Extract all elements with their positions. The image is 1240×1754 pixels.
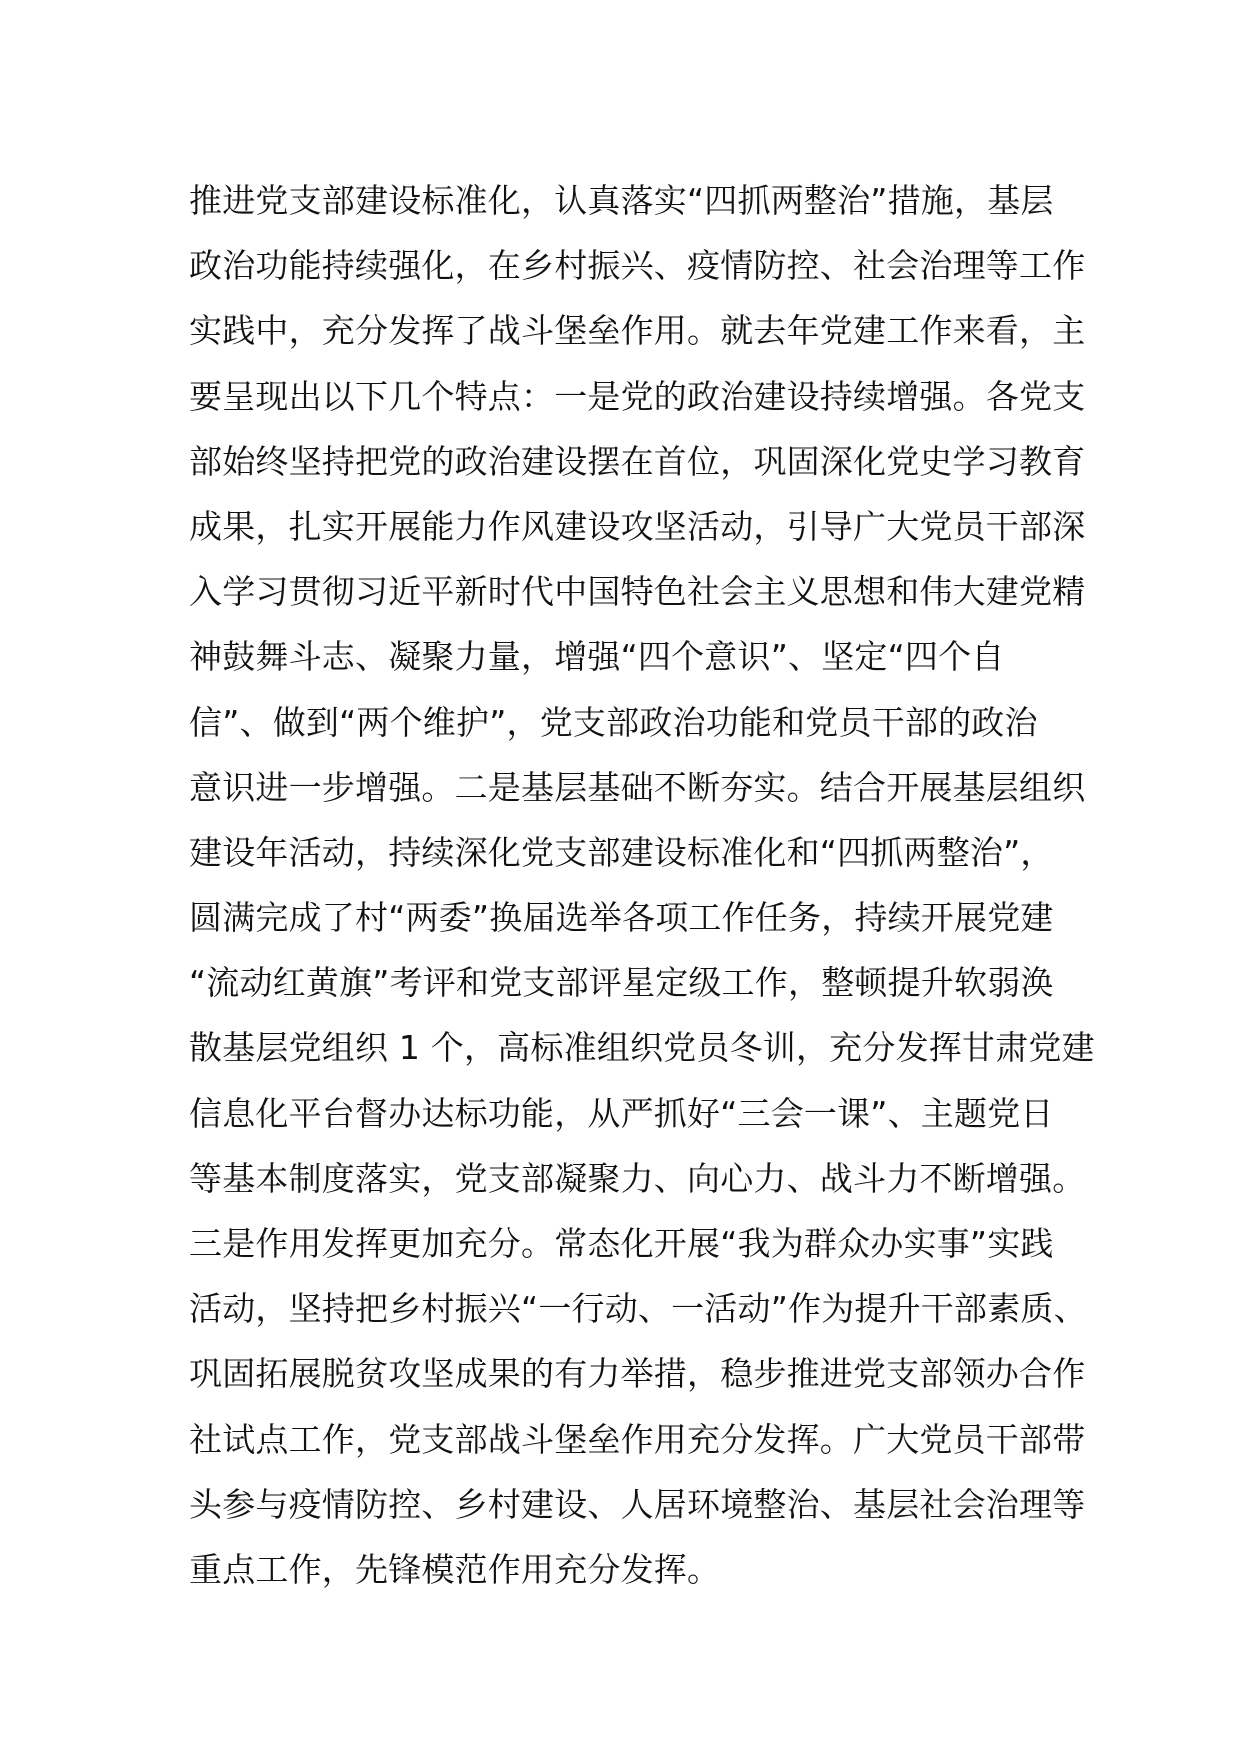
text-line: 散基层党组织 1 个，高标准组织党员冬训，充分发挥甘肃党建 [189,1028,1095,1068]
text-line: 社试点工作，党支部战斗堡垒作用充分发挥。广大党员干部带 [189,1419,1086,1459]
text-line: 入学习贯彻习近平新时代中国特色社会主义思想和伟大建党精 [189,572,1086,612]
text-line: 三是作用发挥更加充分。常态化开展“我为群众办实事”实践 [189,1224,1054,1263]
text-line: “流动红黄旗”考评和党支部评星定级工作，整顿提升软弱涣 [189,963,1054,1003]
text-line: 信”、做到“两个维护”，党支部政治功能和党员干部的政治 [189,702,1038,742]
text-line: 活动，坚持把乡村振兴“一行动、一活动”作为提升干部素质、 [189,1289,1087,1329]
text-line: 神鼓舞斗志、凝聚力量，增强“四个意识”、坚定“四个自 [189,637,1005,677]
text-line: 信息化平台督办达标功能，从严抓好“三会一课”、主题党日 [189,1093,1054,1133]
text-line: 要呈现出以下几个特点：一是党的政治建设持续增强。各党支 [189,376,1086,416]
text-line: 圆满完成了村“两委”换届选举各项工作任务，持续开展党建 [189,898,1054,938]
body-paragraph [189,168,1095,1602]
text-line: 等基本制度落实，党支部凝聚力、向心力、战斗力不断增强。 [189,1158,1086,1198]
text-line: 重点工作，先锋模范作用充分发挥。 [189,1549,721,1589]
text-line: 政治功能持续强化，在乡村振兴、疫情防控、社会治理等工作 [189,246,1086,286]
text-line: 部始终坚持把党的政治建设摆在首位，巩固深化党史学习教育 [189,441,1086,481]
text-line: 建设年活动，持续深化党支部建设标准化和“四抓两整治”， [189,832,1054,872]
text-line: 巩固拓展脱贫攻坚成果的有力举措，稳步推进党支部领办合作 [189,1354,1086,1394]
text-line: 成果，扎实开展能力作风建设攻坚活动，引导广大党员干部深 [189,506,1086,546]
text-line: 头参与疫情防控、乡村建设、人居环境整治、基层社会治理等 [189,1484,1086,1524]
text-line: 推进党支部建设标准化，认真落实“四抓两整治”措施，基层 [189,181,1054,220]
text-line: 实践中，充分发挥了战斗堡垒作用。就去年党建工作来看，主 [189,311,1086,351]
text-line: 意识进一步增强。二是基层基础不断夯实。结合开展基层组织 [189,767,1086,807]
